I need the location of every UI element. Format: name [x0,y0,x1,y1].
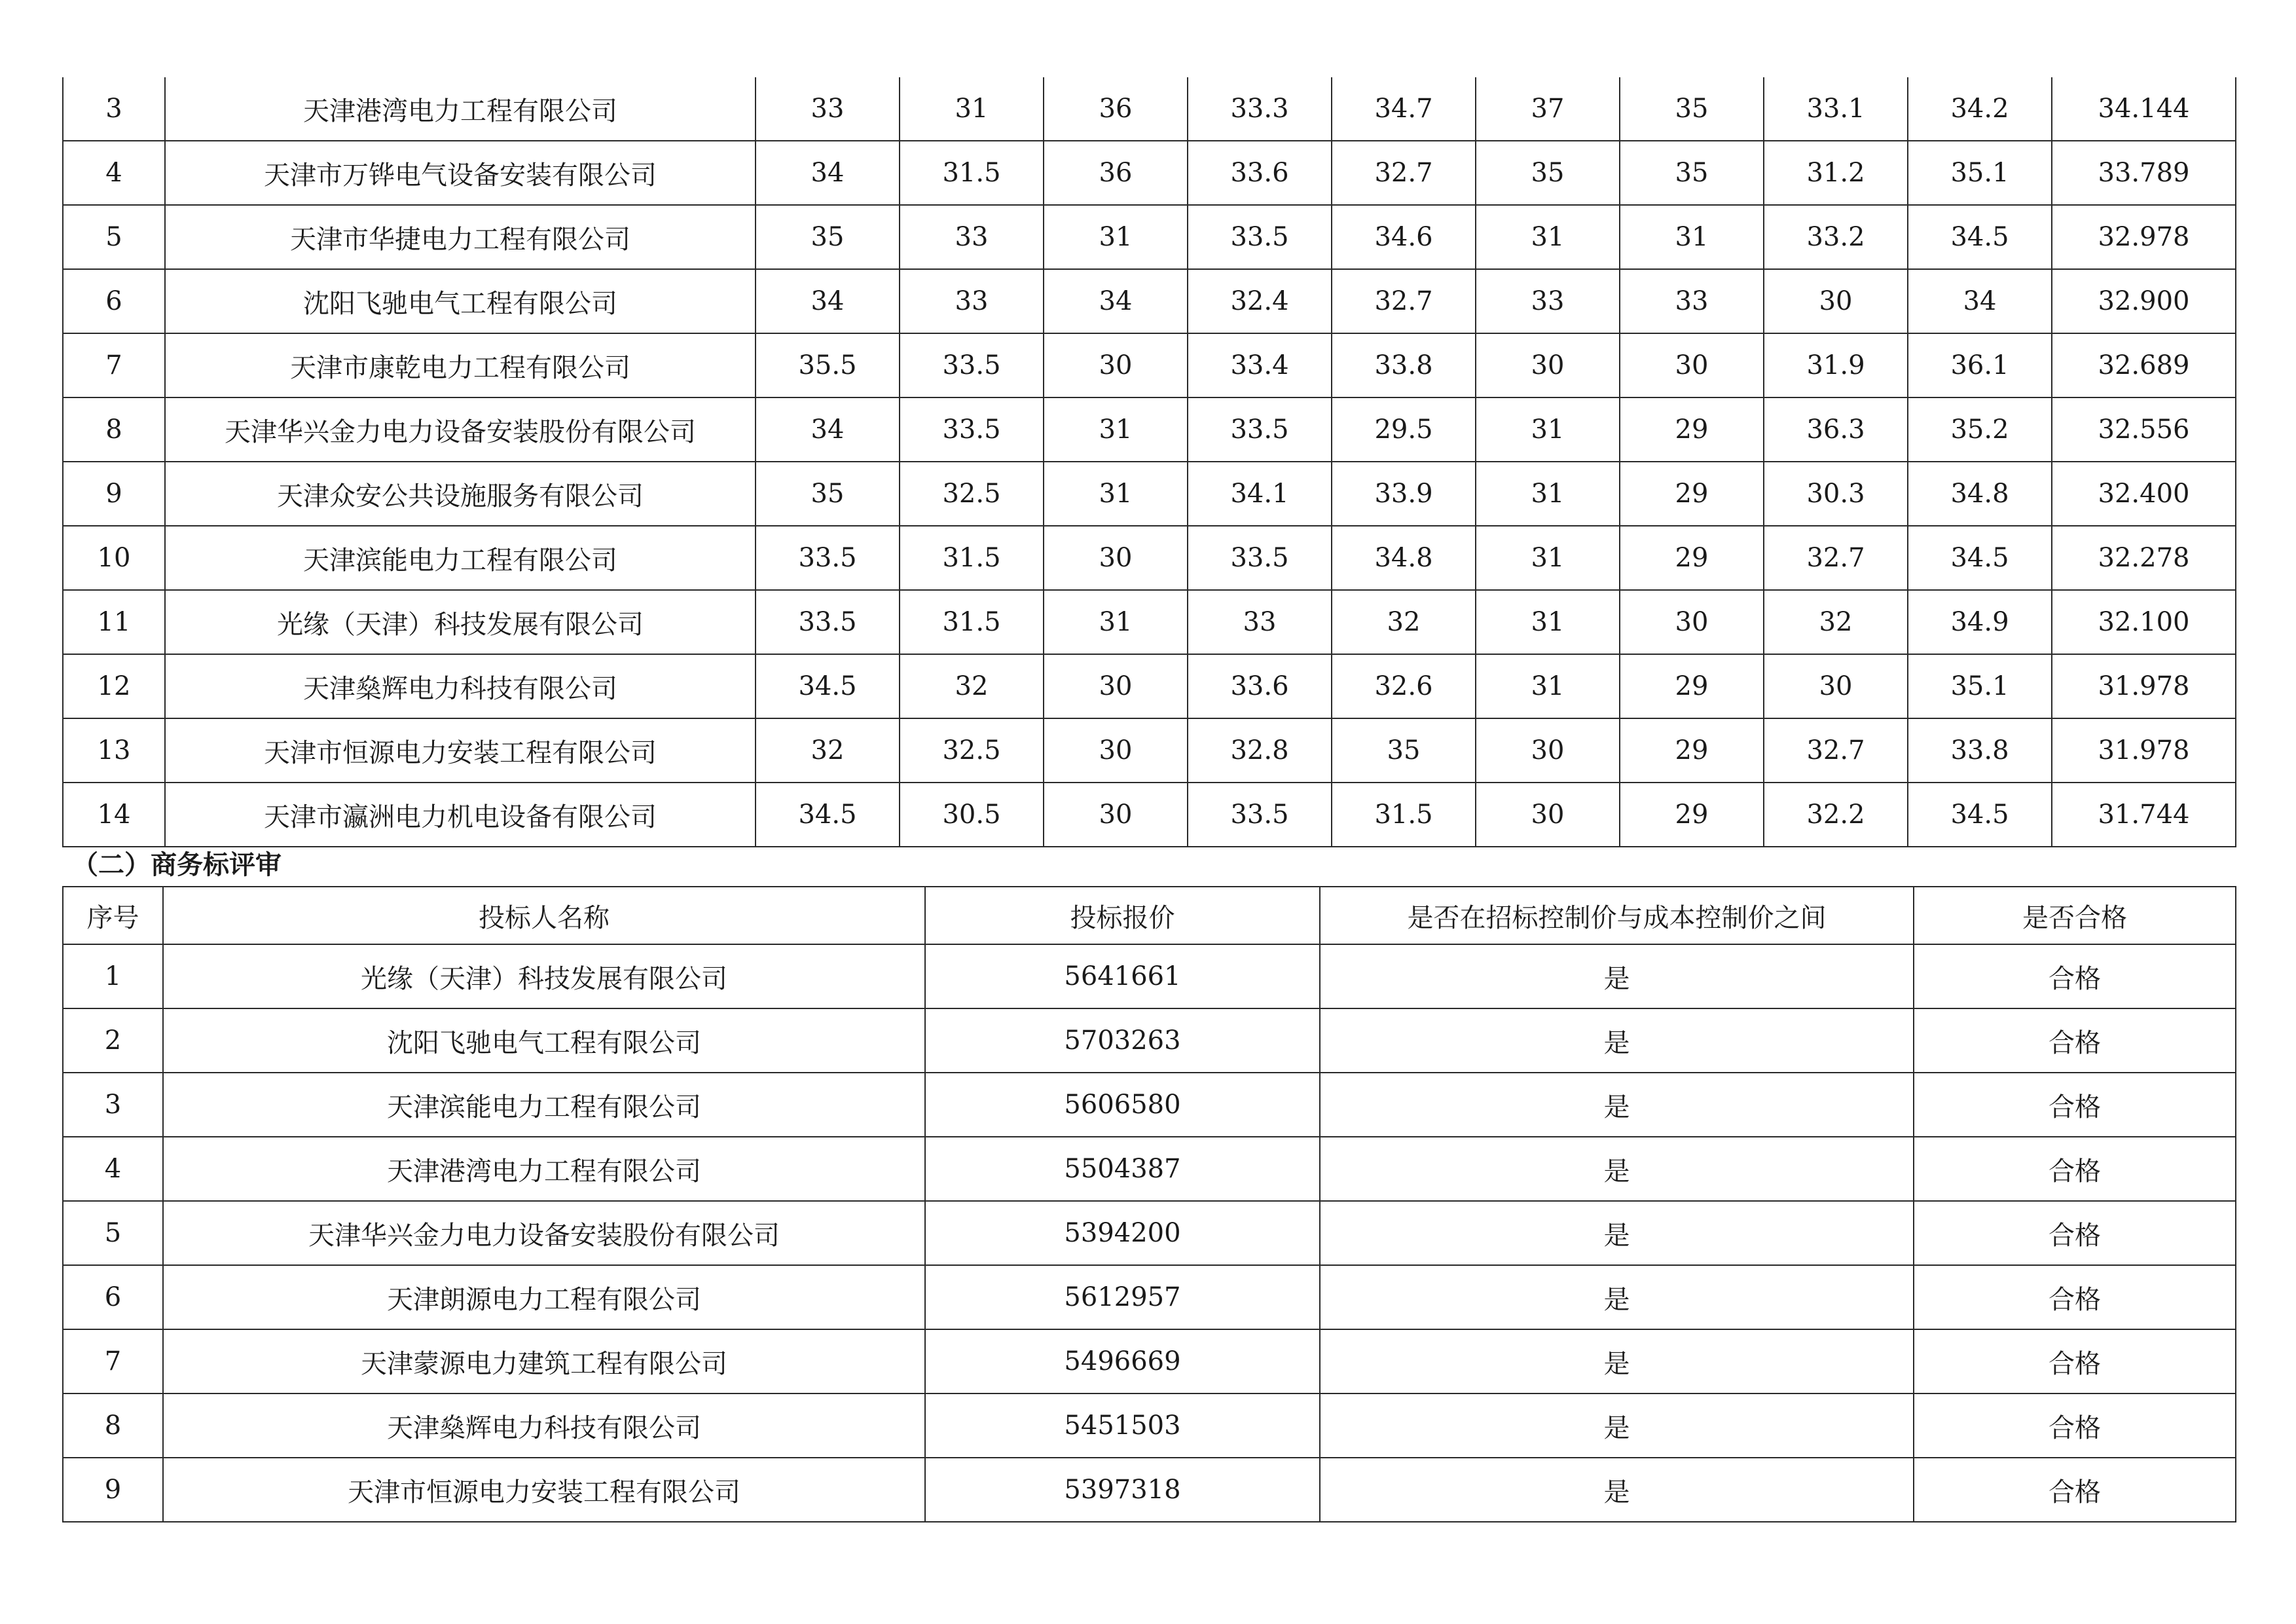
table-row [63,397,2236,462]
business-review-table-body [63,944,2236,1522]
bidder-name-cell: 天津众安公共设施服务有限公司 [165,462,756,526]
bid-price-cell: 5504387 [925,1137,1320,1201]
within-price-range-cell: 是 [1320,1329,1914,1393]
table-row [63,718,2236,783]
row-number-cell: 8 [63,1393,163,1458]
score-cell: 30 [1764,654,1908,718]
row-number-cell: 4 [63,141,165,205]
average-score-cell: 32.400 [2052,462,2236,526]
score-cell: 31 [1476,590,1620,654]
bid-price-cell: 5451503 [925,1393,1320,1458]
score-cell: 36.1 [1908,333,2052,397]
average-score-cell: 33.789 [2052,141,2236,205]
bidder-name-cell: 天津滨能电力工程有限公司 [163,1073,925,1137]
within-price-range-cell: 是 [1320,1201,1914,1265]
score-cell: 35 [1332,718,1476,783]
table-row [63,1329,2236,1393]
score-cell: 33.8 [1908,718,2052,783]
score-cell: 33 [756,77,900,141]
row-number-cell: 6 [63,269,165,333]
row-number-cell: 7 [63,1329,163,1393]
row-number-cell: 6 [63,1265,163,1329]
within-price-range-cell: 是 [1320,1008,1914,1073]
score-cell: 29 [1620,526,1764,590]
score-cell: 35.1 [1908,141,2052,205]
table-row [63,783,2236,847]
table-row [63,1008,2236,1073]
score-cell: 33.9 [1332,462,1476,526]
within-price-range-cell: 是 [1320,1458,1914,1522]
within-price-range-cell: 是 [1320,1393,1914,1458]
technical-score-table [62,77,2236,847]
score-cell: 34.7 [1332,77,1476,141]
score-cell: 29 [1620,783,1764,847]
average-score-cell: 32.978 [2052,205,2236,269]
table-row [63,1137,2236,1201]
score-cell: 34 [756,269,900,333]
score-cell: 33.5 [900,333,1044,397]
bidder-name-cell: 天津市恒源电力安装工程有限公司 [165,718,756,783]
bidder-name-cell: 沈阳飞驰电气工程有限公司 [165,269,756,333]
table-row [63,462,2236,526]
score-cell: 33.6 [1188,141,1332,205]
score-cell: 32.2 [1764,783,1908,847]
score-cell: 32.7 [1764,718,1908,783]
row-number-cell: 9 [63,1458,163,1522]
table-row [63,1458,2236,1522]
average-score-cell: 34.144 [2052,77,2236,141]
score-cell: 34.6 [1332,205,1476,269]
header-qualified: 是否合格 [1914,887,2236,944]
bidder-name-cell: 天津市康乾电力工程有限公司 [165,333,756,397]
score-cell: 31 [1620,205,1764,269]
score-cell: 32 [900,654,1044,718]
row-number-cell: 11 [63,590,165,654]
row-number-cell: 8 [63,397,165,462]
qualified-cell: 合格 [1914,1329,2236,1393]
score-cell: 34.5 [1908,205,2052,269]
row-number-cell: 13 [63,718,165,783]
score-cell: 35 [1476,141,1620,205]
score-cell: 31 [1476,397,1620,462]
bidder-name-cell: 天津滨能电力工程有限公司 [165,526,756,590]
row-number-cell: 4 [63,1137,163,1201]
bidder-name-cell: 天津市万铧电气设备安装有限公司 [165,141,756,205]
score-cell: 36 [1044,77,1188,141]
score-cell: 35 [756,205,900,269]
score-cell: 31 [1044,205,1188,269]
bidder-name-cell: 天津华兴金力电力设备安装股份有限公司 [163,1201,925,1265]
bidder-name-cell: 天津华兴金力电力设备安装股份有限公司 [165,397,756,462]
score-cell: 35.1 [1908,654,2052,718]
score-cell: 34.8 [1908,462,2052,526]
score-cell: 37 [1476,77,1620,141]
score-cell: 31 [1044,397,1188,462]
row-number-cell: 1 [63,944,163,1008]
score-cell: 33.5 [1188,526,1332,590]
table-row [63,526,2236,590]
qualified-cell: 合格 [1914,1137,2236,1201]
score-cell: 29 [1620,397,1764,462]
score-cell: 33 [900,269,1044,333]
score-cell: 30 [1476,718,1620,783]
qualified-cell: 合格 [1914,1265,2236,1329]
score-cell: 32.4 [1188,269,1332,333]
average-score-cell: 32.556 [2052,397,2236,462]
score-cell: 31 [1476,462,1620,526]
bidder-name-cell: 光缘（天津）科技发展有限公司 [163,944,925,1008]
row-number-cell: 9 [63,462,165,526]
score-cell: 32 [1764,590,1908,654]
score-cell: 32 [756,718,900,783]
header-seq: 序号 [63,887,163,944]
bidder-name-cell: 天津朗源电力工程有限公司 [163,1265,925,1329]
table-row [63,1073,2236,1137]
within-price-range-cell: 是 [1320,1073,1914,1137]
row-number-cell: 12 [63,654,165,718]
score-cell: 30 [1044,718,1188,783]
score-cell: 31 [1044,462,1188,526]
score-cell: 31.2 [1764,141,1908,205]
average-score-cell: 31.744 [2052,783,2236,847]
score-cell: 35 [756,462,900,526]
score-cell: 33.5 [1188,783,1332,847]
score-cell: 36 [1044,141,1188,205]
bid-price-cell: 5394200 [925,1201,1320,1265]
score-cell: 34 [1044,269,1188,333]
within-price-range-cell: 是 [1320,944,1914,1008]
score-cell: 30 [1044,783,1188,847]
score-cell: 31 [1476,654,1620,718]
score-cell: 31 [900,77,1044,141]
row-number-cell: 10 [63,526,165,590]
score-cell: 34 [756,141,900,205]
score-cell: 32.7 [1332,141,1476,205]
score-cell: 31 [1476,526,1620,590]
score-cell: 34 [1908,269,2052,333]
row-number-cell: 3 [63,1073,163,1137]
score-cell: 31 [1476,205,1620,269]
score-cell: 33.2 [1764,205,1908,269]
table-row [63,141,2236,205]
score-cell: 31.5 [1332,783,1476,847]
score-cell: 31 [1044,590,1188,654]
bid-price-cell: 5606580 [925,1073,1320,1137]
bidder-name-cell: 天津港湾电力工程有限公司 [165,77,756,141]
table-row [63,1393,2236,1458]
score-cell: 30 [1044,654,1188,718]
header-within-price-range: 是否在招标控制价与成本控制价之间 [1320,887,1914,944]
technical-score-table-body [63,77,2236,847]
score-cell: 33.5 [1188,397,1332,462]
qualified-cell: 合格 [1914,1073,2236,1137]
row-number-cell: 5 [63,1201,163,1265]
row-number-cell: 2 [63,1008,163,1073]
table-row [63,205,2236,269]
score-cell: 35.5 [756,333,900,397]
score-cell: 31.5 [900,526,1044,590]
score-cell: 32.5 [900,462,1044,526]
score-cell: 32.8 [1188,718,1332,783]
score-cell: 29 [1620,654,1764,718]
score-cell: 30 [1764,269,1908,333]
score-cell: 30 [1620,590,1764,654]
score-cell: 33.5 [900,397,1044,462]
bid-price-cell: 5496669 [925,1329,1320,1393]
score-cell: 33.4 [1188,333,1332,397]
average-score-cell: 31.978 [2052,654,2236,718]
business-review-header-row [63,887,2236,944]
qualified-cell: 合格 [1914,1008,2236,1073]
score-cell: 35 [1620,141,1764,205]
score-cell: 30 [1620,333,1764,397]
score-cell: 33.5 [756,590,900,654]
score-cell: 33.6 [1188,654,1332,718]
score-cell: 30 [1476,783,1620,847]
row-number-cell: 5 [63,205,165,269]
table-row [63,654,2236,718]
score-cell: 31.9 [1764,333,1908,397]
qualified-cell: 合格 [1914,1201,2236,1265]
score-cell: 33 [900,205,1044,269]
within-price-range-cell: 是 [1320,1265,1914,1329]
table-row [63,1201,2236,1265]
header-bid-price: 投标报价 [925,887,1320,944]
qualified-cell: 合格 [1914,1393,2236,1458]
average-score-cell: 32.900 [2052,269,2236,333]
section-heading: （二）商务标评审 [72,850,282,880]
average-score-cell: 32.689 [2052,333,2236,397]
average-score-cell: 32.278 [2052,526,2236,590]
score-cell: 34.9 [1908,590,2052,654]
bidder-name-cell: 光缘（天津）科技发展有限公司 [165,590,756,654]
score-cell: 33 [1188,590,1332,654]
row-number-cell: 7 [63,333,165,397]
score-cell: 33 [1476,269,1620,333]
score-cell: 34.2 [1908,77,2052,141]
average-score-cell: 31.978 [2052,718,2236,783]
bidder-name-cell: 沈阳飞驰电气工程有限公司 [163,1008,925,1073]
bidder-name-cell: 天津市恒源电力安装工程有限公司 [163,1458,925,1522]
bidder-name-cell: 天津燊辉电力科技有限公司 [165,654,756,718]
bidder-name-cell: 天津燊辉电力科技有限公司 [163,1393,925,1458]
qualified-cell: 合格 [1914,1458,2236,1522]
score-cell: 33.3 [1188,77,1332,141]
bidder-name-cell: 天津蒙源电力建筑工程有限公司 [163,1329,925,1393]
score-cell: 30 [1044,526,1188,590]
bidder-name-cell: 天津港湾电力工程有限公司 [163,1137,925,1201]
row-number-cell: 14 [63,783,165,847]
score-cell: 36.3 [1764,397,1908,462]
score-cell: 32.6 [1332,654,1476,718]
bid-price-cell: 5641661 [925,944,1320,1008]
score-cell: 30 [1476,333,1620,397]
bid-price-cell: 5397318 [925,1458,1320,1522]
score-cell: 35 [1620,77,1764,141]
score-cell: 31.5 [900,590,1044,654]
score-cell: 34.5 [1908,526,2052,590]
score-cell: 34.8 [1332,526,1476,590]
score-cell: 34 [756,397,900,462]
score-cell: 30.5 [900,783,1044,847]
qualified-cell: 合格 [1914,944,2236,1008]
score-cell: 29 [1620,718,1764,783]
score-cell: 32.7 [1764,526,1908,590]
score-cell: 34.5 [756,783,900,847]
score-cell: 34.1 [1188,462,1332,526]
score-cell: 32 [1332,590,1476,654]
table-row [63,944,2236,1008]
score-cell: 30.3 [1764,462,1908,526]
score-cell: 32.7 [1332,269,1476,333]
table-row [63,1265,2236,1329]
score-cell: 32.5 [900,718,1044,783]
score-cell: 34.5 [756,654,900,718]
table-row [63,269,2236,333]
score-cell: 33.5 [756,526,900,590]
score-cell: 35.2 [1908,397,2052,462]
score-cell: 34.5 [1908,783,2052,847]
table-row [63,333,2236,397]
score-cell: 33.5 [1188,205,1332,269]
business-review-table [62,886,2236,1522]
score-cell: 31.5 [900,141,1044,205]
score-cell: 29.5 [1332,397,1476,462]
bid-price-cell: 5612957 [925,1265,1320,1329]
bid-price-cell: 5703263 [925,1008,1320,1073]
table-row [63,590,2236,654]
score-cell: 33.8 [1332,333,1476,397]
score-cell: 33 [1620,269,1764,333]
row-number-cell: 3 [63,77,165,141]
score-cell: 30 [1044,333,1188,397]
bidder-name-cell: 天津市华捷电力工程有限公司 [165,205,756,269]
within-price-range-cell: 是 [1320,1137,1914,1201]
average-score-cell: 32.100 [2052,590,2236,654]
bidder-name-cell: 天津市瀛洲电力机电设备有限公司 [165,783,756,847]
table-row [63,77,2236,141]
score-cell: 33.1 [1764,77,1908,141]
score-cell: 29 [1620,462,1764,526]
header-bidder-name: 投标人名称 [163,887,925,944]
